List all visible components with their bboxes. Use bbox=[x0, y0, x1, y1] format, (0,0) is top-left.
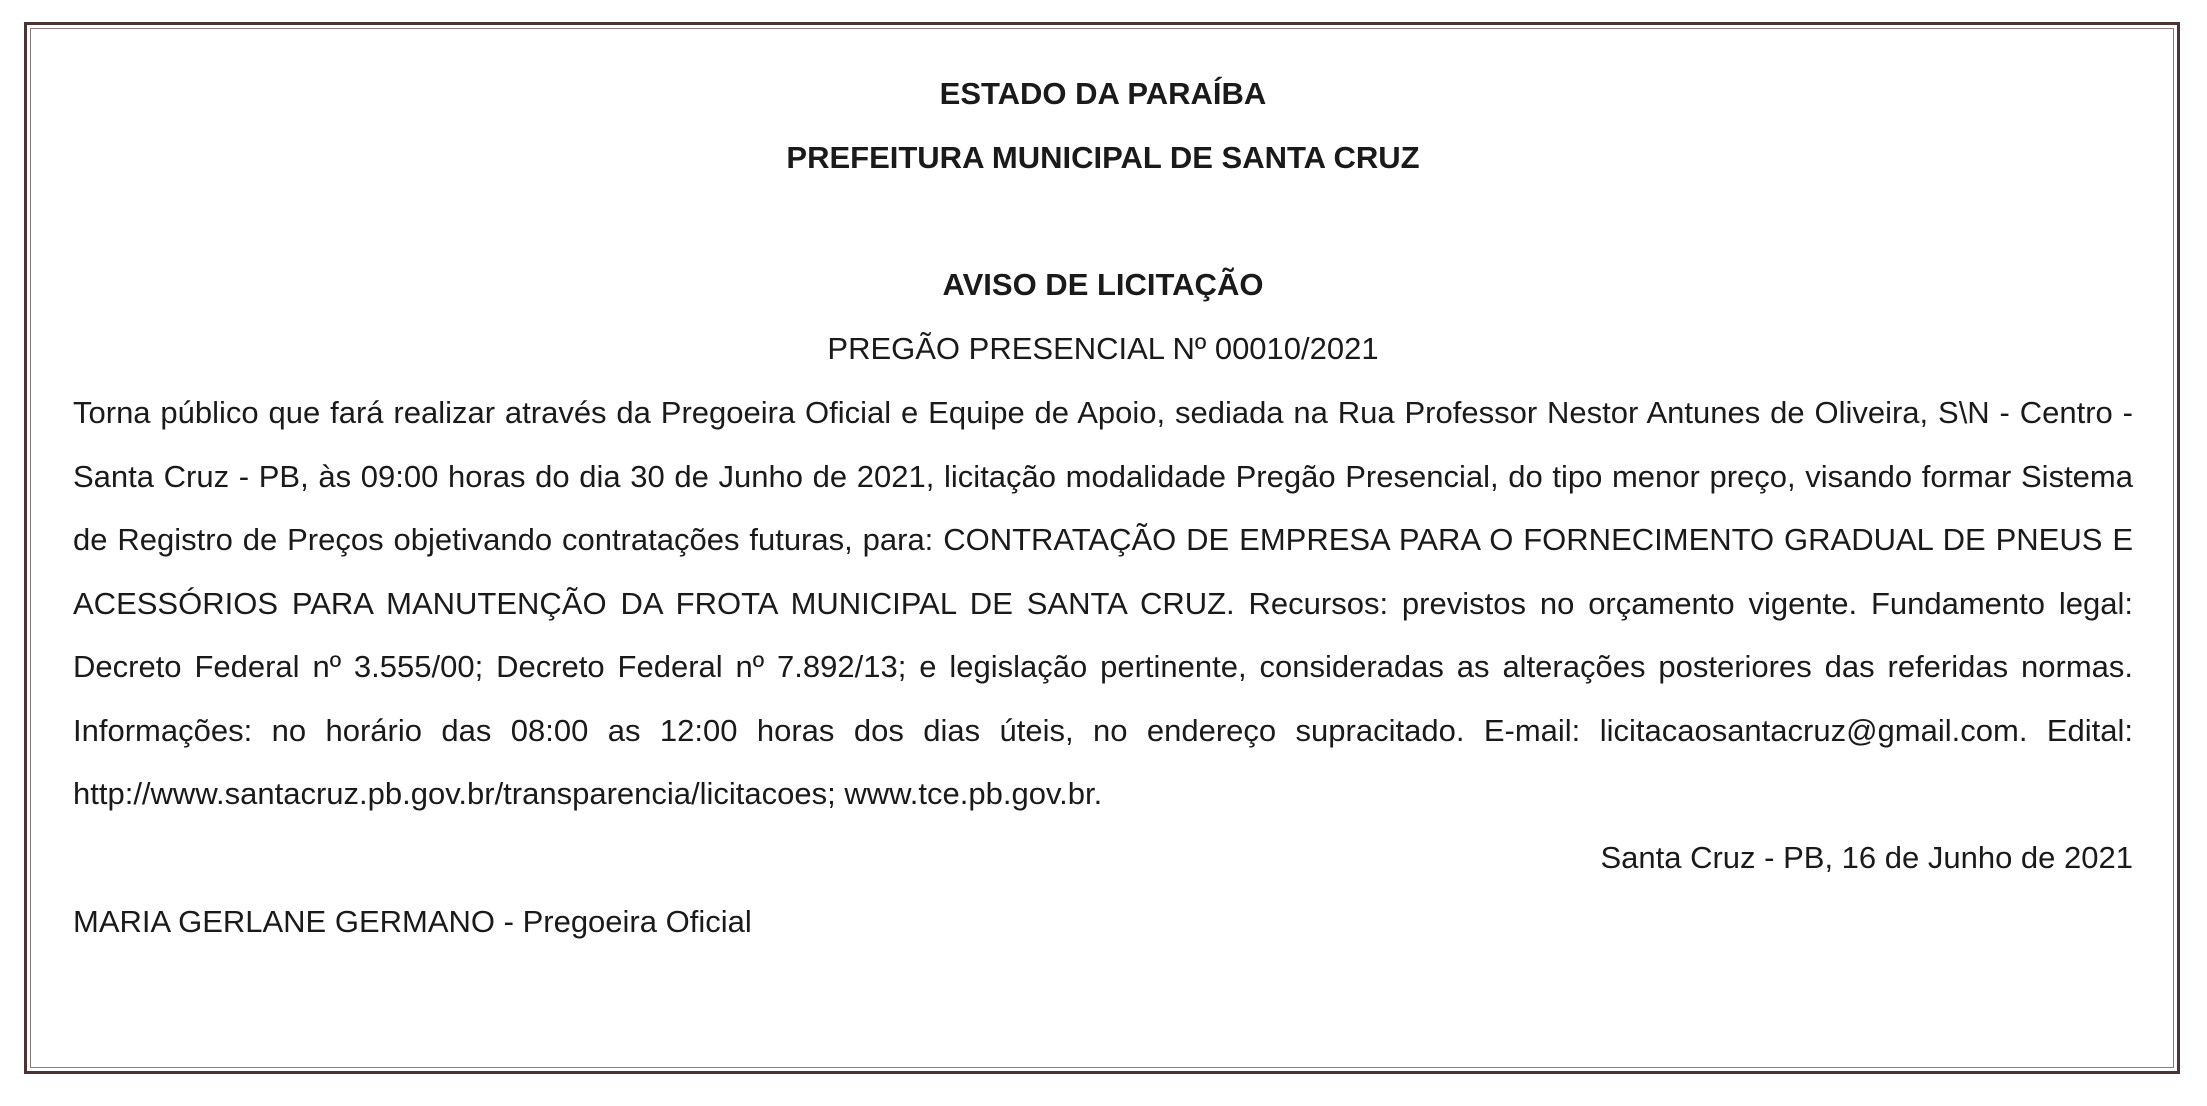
process-number: PREGÃO PRESENCIAL Nº 00010/2021 bbox=[827, 331, 1379, 366]
notice-title: AVISO DE LICITAÇÃO bbox=[942, 267, 1264, 302]
notice-body: Torna público que fará realizar através da Pregoeira Oficial e Equipe de Apoio, sediada na Rua Professor Nestor Antunes de Oliveira, S\N - Centro - Santa Cruz - PB, às 09:00 horas do dia 30 de Junho de 2021, licitação modalidade Pregão Presencial, do tipo menor preço, visando formar Sistema de Registro de Preços objetivando contratações futuras, para: CONTRATAÇÃO DE EMPRESA PARA O FORNECIMENTO GRADUAL DE PNEUS E ACESSÓRIOS PARA MANUTENÇÃO DA FROTA MUNICIPAL DE SANTA CRUZ. Recursos: previstos no orçamento vigente. Fundamento legal: Decreto Federal nº 3.555/00; Decreto Federal nº 7.892/13; e legislação pertinente, consideradas as alterações posteriores das referidas normas. Informações: no horário das 08:00 as 12:00 horas dos dias úteis, no endereço supracitado. E-mail: licitacaosantacruz@gmail.com. Edital: http://www.santacruz.pb.gov.br/transparencia/licitacoes; www.tce.pb.gov.br. bbox=[73, 395, 2133, 811]
municipality-heading: PREFEITURA MUNICIPAL DE SANTA CRUZ bbox=[786, 140, 1420, 175]
state-heading: ESTADO DA PARAÍBA bbox=[939, 76, 1267, 111]
notice-content bbox=[73, 62, 2133, 954]
heading-spacer bbox=[73, 190, 2133, 253]
signature-line: MARIA GERLANE GERMANO - Pregoeira Oficial bbox=[73, 903, 752, 939]
date-place: Santa Cruz - PB, 16 de Junho de 2021 bbox=[1600, 839, 2133, 875]
